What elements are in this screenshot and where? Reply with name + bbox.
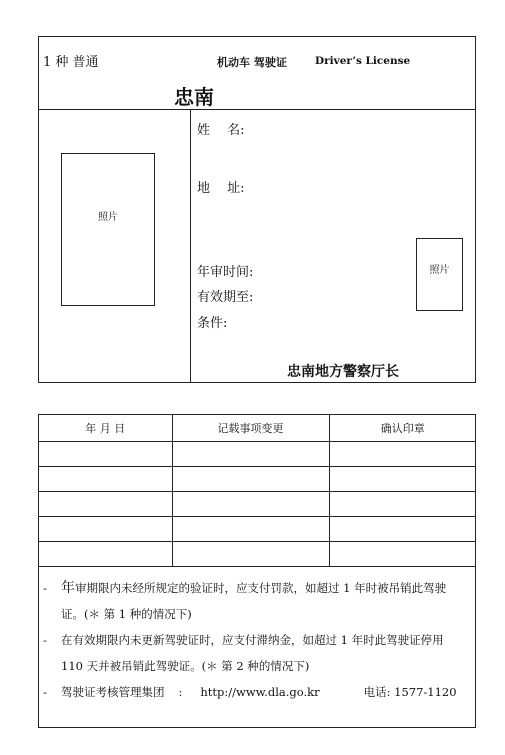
note-text: 在有效期限内未更新驾驶证时，应支付滞纳金，如超过 1 年时此驾驶证停用 110 天并被吊销此驾驶证。(＊ 第 2 种的情况下) bbox=[61, 633, 444, 673]
table-cell bbox=[329, 441, 476, 466]
table-cell bbox=[329, 541, 476, 566]
license-class: 1 种 普通 bbox=[43, 55, 99, 70]
license-title-cn: 机动车 驾驶证 bbox=[217, 56, 287, 69]
photo-placeholder bbox=[61, 153, 155, 306]
issuer: 忠南地方警察厅长 bbox=[287, 364, 399, 380]
table-cell bbox=[172, 441, 329, 466]
table-cell bbox=[39, 441, 172, 466]
expiry-label: 有效期至: bbox=[197, 290, 254, 305]
conditions-label: 条件: bbox=[197, 316, 228, 331]
table-cell bbox=[329, 491, 476, 516]
change-log-table bbox=[39, 415, 476, 567]
header-divider bbox=[39, 109, 475, 110]
table-cell bbox=[172, 491, 329, 516]
note-item bbox=[39, 627, 475, 679]
license-front bbox=[38, 36, 476, 383]
table-row bbox=[39, 491, 476, 516]
table-cell bbox=[39, 466, 172, 491]
table-row bbox=[39, 541, 476, 566]
table-header-row bbox=[39, 415, 476, 441]
region-title: 忠南 bbox=[174, 85, 214, 109]
license-title-en: Driver’s License bbox=[315, 55, 411, 67]
table-row bbox=[39, 441, 476, 466]
column-header-changes: 记载事项变更 bbox=[172, 415, 329, 441]
table-cell bbox=[39, 491, 172, 516]
table-cell bbox=[172, 466, 329, 491]
name-label: 姓 名: bbox=[197, 123, 245, 138]
table-cell bbox=[39, 516, 172, 541]
note-dash: - bbox=[43, 685, 47, 699]
contact-separator: : bbox=[178, 685, 183, 699]
notes-section bbox=[39, 575, 475, 705]
table-cell bbox=[39, 541, 172, 566]
contact-line bbox=[39, 679, 475, 705]
address-label: 地 址: bbox=[197, 181, 245, 196]
note-dash: - bbox=[43, 581, 47, 595]
table-row bbox=[39, 466, 476, 491]
license-back bbox=[38, 414, 476, 728]
note-first-char: 年 bbox=[61, 580, 75, 596]
photo-label: 照片 bbox=[98, 212, 118, 223]
small-photo-label: 照片 bbox=[429, 265, 450, 276]
table-cell bbox=[172, 541, 329, 566]
column-header-date: 年 月 日 bbox=[39, 415, 172, 441]
table-cell bbox=[172, 516, 329, 541]
photo-column-divider bbox=[190, 109, 191, 382]
table-cell bbox=[329, 466, 476, 491]
table-cell bbox=[329, 516, 476, 541]
note-text: 审期限内未经所规定的验证时，应支付罚款，如超过 1 年时被吊销此驾驶证。(＊ 第 1 种的情况下) bbox=[61, 581, 447, 621]
contact-org: 驾驶证考核管理集团 bbox=[61, 685, 165, 699]
column-header-seal: 确认印章 bbox=[329, 415, 476, 441]
small-photo-placeholder bbox=[416, 238, 463, 311]
inspection-label: 年审时间: bbox=[197, 265, 254, 280]
note-item bbox=[39, 575, 475, 627]
note-dash: - bbox=[43, 633, 47, 647]
table-row bbox=[39, 516, 476, 541]
contact-url: http://www.dla.go.kr bbox=[200, 685, 320, 699]
contact-phone: 电话: 1577-1120 bbox=[363, 685, 457, 699]
